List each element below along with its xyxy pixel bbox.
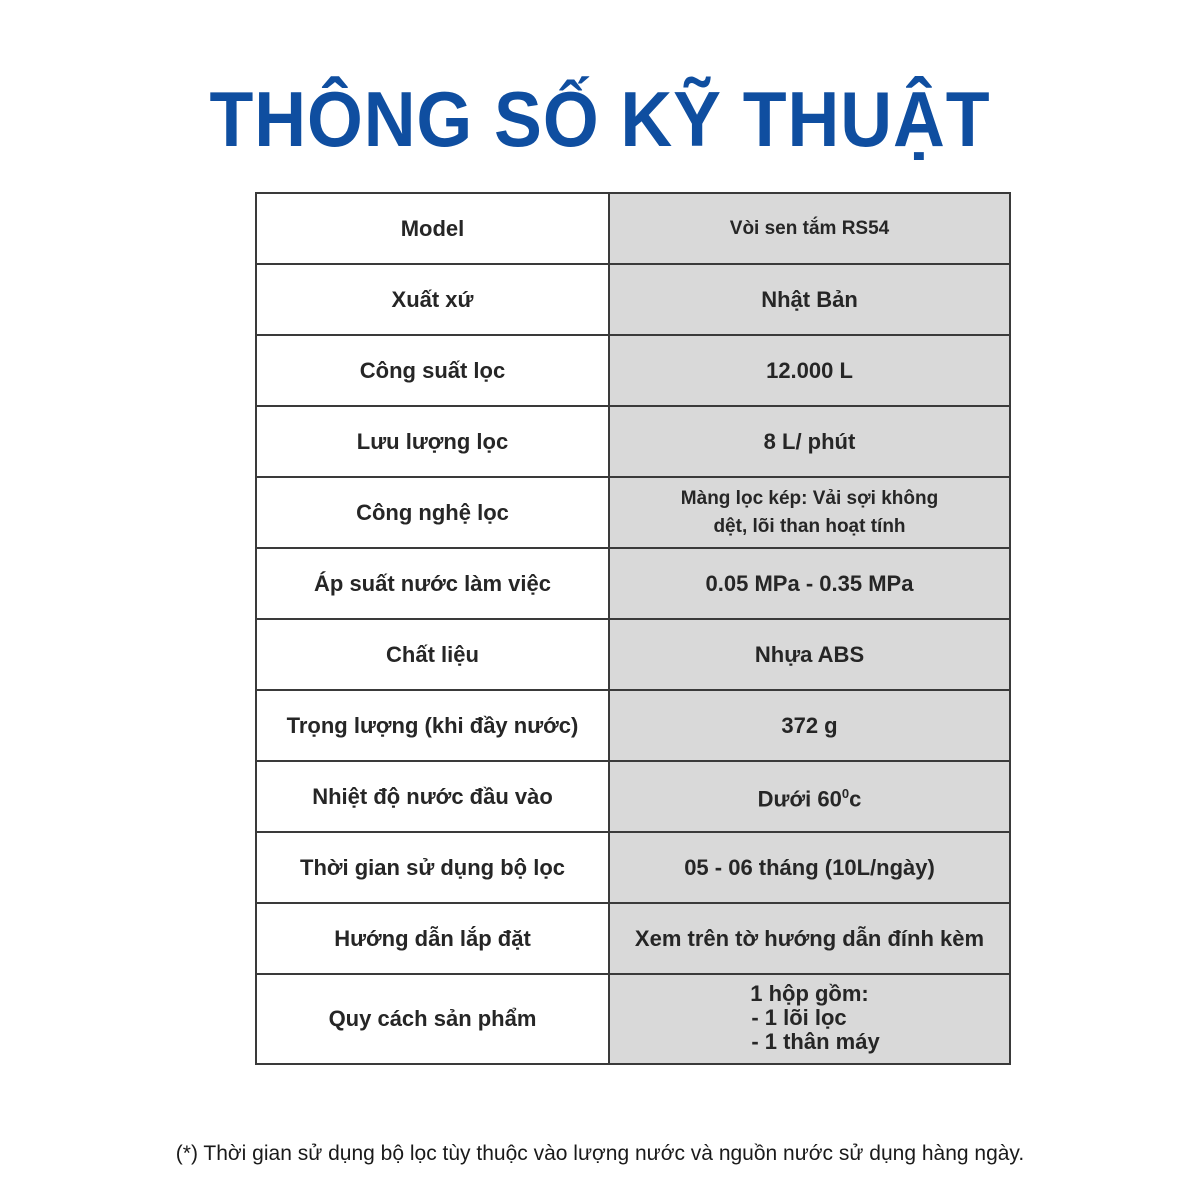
package-item-body: - 1 thân máy — [751, 1029, 880, 1054]
row-label-technology: Công nghệ lọc — [256, 477, 609, 548]
temperature-degree: 0 — [841, 785, 850, 801]
row-value-package — [609, 974, 1010, 1064]
table-row — [256, 335, 1010, 406]
footnote: (*) Thời gian sử dụng bộ lọc tùy thuộc vào lượng nước và nguồn nước sử dụng hàng ngày. — [175, 1142, 1025, 1165]
row-value-pressure: 0.05 MPa - 0.35 MPa — [609, 548, 1010, 619]
table-row — [256, 193, 1010, 264]
table-row — [256, 903, 1010, 974]
row-label-installation: Hướng dẫn lắp đặt — [256, 903, 609, 974]
row-value-capacity: 12.000 L — [609, 335, 1010, 406]
page-title: THÔNG SỐ KỸ THUẬT — [209, 75, 991, 163]
table-row — [256, 477, 1010, 548]
row-label-material: Chất liệu — [256, 619, 609, 690]
table-row — [256, 406, 1010, 477]
table-row — [256, 761, 1010, 832]
row-value-filter-life: 05 - 06 tháng (10L/ngày) — [609, 832, 1010, 903]
row-value-weight: 372 g — [609, 690, 1010, 761]
package-contents — [739, 982, 879, 1054]
technology-line-2: dệt, lõi than hoạt tính — [713, 515, 906, 537]
package-item-core: - 1 lõi lọc — [751, 1005, 847, 1030]
row-label-flow-rate: Lưu lượng lọc — [256, 406, 609, 477]
row-value-flow-rate: 8 L/ phút — [609, 406, 1010, 477]
temperature-unit: c — [849, 786, 862, 812]
table-row — [256, 619, 1010, 690]
row-label-model: Model — [256, 193, 609, 264]
row-value-temperature — [609, 761, 1010, 832]
row-label-temperature: Nhiệt độ nước đầu vào — [256, 761, 609, 832]
row-value-installation: Xem trên tờ hướng dẫn đính kèm — [609, 903, 1010, 974]
technology-line-1: Màng lọc kép: Vải sợi không — [680, 487, 939, 509]
table-row — [256, 832, 1010, 903]
row-label-pressure: Áp suất nước làm việc — [256, 548, 609, 619]
row-label-filter-life: Thời gian sử dụng bộ lọc — [256, 832, 609, 903]
row-value-origin: Nhật Bản — [609, 264, 1010, 335]
temperature-value: Dưới 60 — [757, 786, 842, 812]
row-label-origin: Xuất xứ — [256, 264, 609, 335]
row-label-package: Quy cách sản phẩm — [256, 974, 609, 1064]
table-row — [256, 264, 1010, 335]
row-label-capacity: Công suất lọc — [256, 335, 609, 406]
table-row — [256, 548, 1010, 619]
row-label-weight: Trọng lượng (khi đầy nước) — [256, 690, 609, 761]
row-value-material: Nhựa ABS — [609, 619, 1010, 690]
table-row — [256, 974, 1010, 1064]
row-value-model: Vòi sen tắm RS54 — [609, 193, 1010, 264]
package-head: 1 hộp gồm: — [750, 981, 869, 1006]
spec-table — [255, 192, 1011, 1065]
table-row — [256, 690, 1010, 761]
row-value-technology — [609, 477, 1010, 548]
